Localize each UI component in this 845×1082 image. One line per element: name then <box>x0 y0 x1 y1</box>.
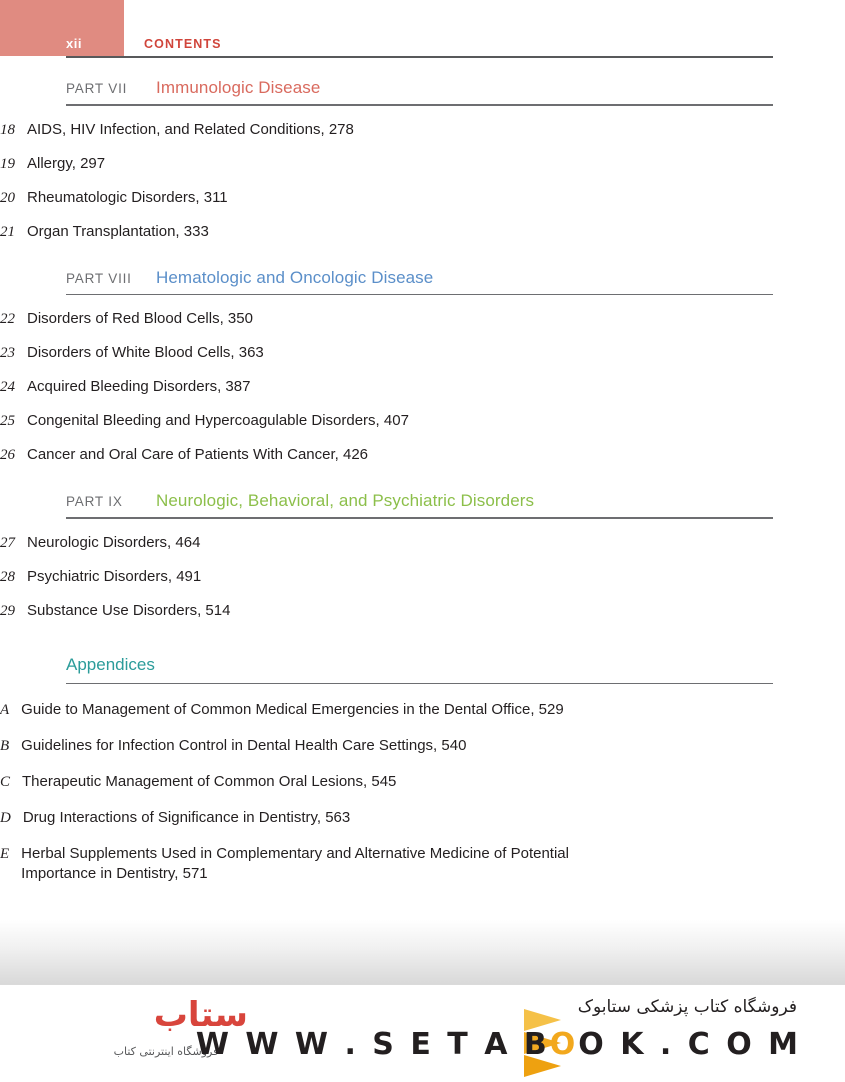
chapter-title: Congenital Bleeding and Hypercoagulable Disorders, 407 <box>27 412 409 429</box>
appendix-letter: B <box>0 738 10 754</box>
appendices-title: Appendices <box>66 654 155 674</box>
chapter-number: 22 <box>0 311 15 327</box>
part-heading-9 <box>0 491 845 511</box>
chapter-number: 23 <box>0 345 15 361</box>
appendix-entry[interactable] <box>0 844 845 884</box>
chapter-number: 26 <box>0 447 15 463</box>
part-rule-7 <box>66 104 773 106</box>
toc-entry[interactable] <box>0 222 845 242</box>
appendix-title: Drug Interactions of Significance in Dentistry, 563 <box>22 809 351 826</box>
toc-content <box>0 66 845 948</box>
running-head: CONTENTS <box>144 37 222 51</box>
chapter-title: Disorders of Red Blood Cells, 350 <box>27 310 253 327</box>
appendices-rule <box>66 683 773 685</box>
toc-list-8 <box>0 309 845 465</box>
page-header <box>0 0 845 66</box>
part-label-9: PART IX <box>66 494 123 509</box>
toc-entry[interactable] <box>0 411 845 431</box>
chapter-title: Acquired Bleeding Disorders, 387 <box>27 378 251 395</box>
appendices-heading <box>0 655 845 675</box>
chapter-title: AIDS, HIV Infection, and Related Conditions, 278 <box>27 120 354 138</box>
appendix-letter: C <box>0 774 11 790</box>
part-title-8: Hematologic and Oncologic Disease <box>156 267 434 287</box>
toc-entry[interactable] <box>0 154 845 174</box>
toc-entry[interactable] <box>0 188 845 208</box>
toc-entry[interactable] <box>0 120 845 140</box>
appendix-list <box>0 700 845 884</box>
part-label-7: PART VII <box>66 81 128 96</box>
toc-entry[interactable] <box>0 377 845 397</box>
chapter-number: 19 <box>0 155 15 172</box>
toc-entry[interactable] <box>0 567 845 587</box>
appendix-title: Guidelines for Infection Control in Dental Health Care Settings, 540 <box>21 737 467 754</box>
appendix-title: Therapeutic Management of Common Oral Lesions, 545 <box>22 773 397 790</box>
setabook-logo-subtitle: فروشگاه اینترنتی کتاب <box>113 1045 219 1058</box>
appendix-letter: A <box>0 702 10 718</box>
appendix-letter: E <box>0 846 10 862</box>
toc-list-9 <box>0 533 845 621</box>
watermark-url <box>196 1027 801 1062</box>
toc-entry[interactable] <box>0 601 845 621</box>
part-block-9 <box>0 491 845 621</box>
chapter-number: 21 <box>0 223 15 240</box>
chapter-title: Neurologic Disorders, 464 <box>27 533 201 551</box>
header-rule <box>66 56 773 58</box>
chapter-number: 27 <box>0 534 15 551</box>
part-block-7 <box>0 78 845 242</box>
part-title-7: Immunologic Disease <box>156 78 321 97</box>
folio-tab <box>0 0 124 56</box>
appendix-entry[interactable] <box>0 700 845 720</box>
chapter-title: Allergy, 297 <box>27 154 106 172</box>
chapter-number: 25 <box>0 413 15 429</box>
appendix-title: Guide to Management of Common Medical Emergencies in the Dental Office, 529 <box>21 701 564 718</box>
toc-entry[interactable] <box>0 445 845 465</box>
url-prefix: W W W . S E T A B <box>195 1027 550 1062</box>
watermark-footer <box>0 985 845 1082</box>
toc-entry[interactable] <box>0 533 845 553</box>
chapter-title: Substance Use Disorders, 514 <box>27 601 231 619</box>
part-label-8: PART VIII <box>66 270 132 286</box>
chapter-number: 24 <box>0 379 15 395</box>
part-rule-8 <box>66 294 773 296</box>
chapter-title: Cancer and Oral Care of Patients With Cancer, 426 <box>27 446 369 463</box>
folio-number: xii <box>66 36 82 51</box>
chapter-number: 28 <box>0 568 15 585</box>
url-accent-letter: O <box>549 1027 579 1062</box>
url-suffix: O K . C O M <box>578 1027 801 1062</box>
chapter-number: 29 <box>0 602 15 619</box>
appendix-entry[interactable] <box>0 808 845 828</box>
part-heading-7 <box>0 78 845 98</box>
watermark-tagline: فروشگاه کتاب پزشکی ستابوک <box>577 997 797 1017</box>
part-title-9: Neurologic, Behavioral, and Psychiatric Disorders <box>156 491 535 510</box>
chapter-title: Psychiatric Disorders, 491 <box>27 567 202 585</box>
appendix-entry[interactable] <box>0 736 845 756</box>
appendix-letter: D <box>0 810 11 826</box>
chapter-number: 18 <box>0 121 15 138</box>
toc-list-7 <box>0 120 845 242</box>
chapter-title: Rheumatologic Disorders, 311 <box>27 188 228 206</box>
part-rule-9 <box>66 517 773 519</box>
chapter-title: Organ Transplantation, 333 <box>27 222 209 240</box>
toc-entry[interactable] <box>0 309 845 329</box>
part-block-8 <box>0 268 845 466</box>
chapter-title: Disorders of White Blood Cells, 363 <box>27 344 264 361</box>
setabook-logo-text: ستاب <box>153 995 248 1035</box>
chapter-number: 20 <box>0 189 15 206</box>
appendix-entry[interactable] <box>0 772 845 792</box>
appendix-title: Herbal Supplements Used in Complementary and Alternative Medicine of Potential Importance in Dentistry, 571 <box>21 845 569 882</box>
toc-entry[interactable] <box>0 343 845 363</box>
part-heading-8 <box>0 268 845 288</box>
